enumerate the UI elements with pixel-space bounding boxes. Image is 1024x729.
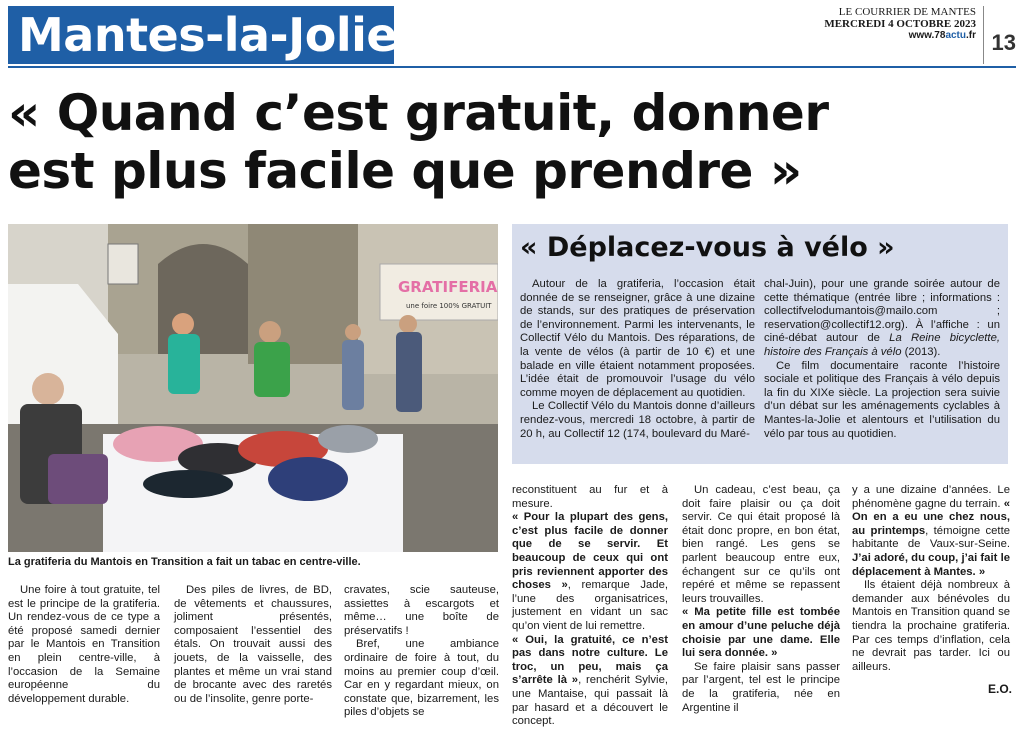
sidebar-column-2: chal-Juin), pour une grande soirée autour de cette thématique (entrée libre ; informations : collectifvelodumantois@mailo.com ; reservation@collectif12.org). À l’affiche : un ciné-débat autour de La Reine bicyclette, histoire des Français à vélo (2013). Ce film documentaire raconte l’histoire sociale et politique des Français à vélo depuis la fin du XIXe siècle. La projection sera suivie d’un débat sur les aménagements cyclables à Mantes-la-Jolie et alentours et l’utilisation du vélo par tous au quotidien.: [764, 278, 1000, 440]
author-signature: E.O.: [987, 682, 1012, 696]
newspaper-name: LE COURRIER DE MANTES: [838, 6, 976, 18]
section-title: Mantes-la-Jolie: [8, 6, 394, 64]
gratiferia-sign-subtitle: une foire 100% GRATUIT: [406, 302, 492, 310]
website-link[interactable]: www.78actu.fr: [908, 30, 976, 41]
masthead: [824, 6, 976, 42]
article-column-6: y a une dizaine d’années. Le phénomène gagne du terrain. « On en a eu une chez nous, au printemps, témoigne cette habitante de Vaux-sur-Seine. J’ai adoré, du coup, j’ai fait le déplacement à Mantes. » Ils étaient déjà nombreux à demander aux bénévoles du Mantois en Transition quand se tiendra la prochaine gratiferia. Par ces temps d’inflation, cela ne devrait pas tarder. Ici ou ailleurs.: [852, 484, 1011, 673]
gratiferia-sign-text: GRATIFERIA: [398, 278, 498, 296]
page-number: 13: [991, 30, 1016, 55]
article-photo: [8, 224, 498, 552]
article-column-4: reconstituent au fur et à mesure. « Pour la plupart des gens, c’est plus facile de donner que de se servir. Et beaucoup de ceux qui ont pris reviennent apporter des choses », remarque Jade, l’une des organisatrices, justement en vidant un sac qu’on vient de lui remettre. « Oui, la gratuité, ce n’est pas dans notre culture. Le troc, un peu, mais ça s’arrête là », renchérit Sylvie, une Mantaise, qui passait là par hasard et a découvert le concept.: [512, 484, 668, 728]
article-column-2: Des piles de livres, de BD, de vêtements et chaussures, joliment présentés, composaient l’essentiel des étals. On trouvait aussi des jouets, de la vaisselle, des plantes et même un vrai stand de brocante avec des raretés ou de l’insolite, genre porte-: [174, 584, 332, 705]
article-column-1: Une foire à tout gratuite, tel est le principe de la gratiferia. Un rendez-vous de ce type a été proposé samedi dernier par le Mantois en Transition en plein centre-ville, à l’occasion de la Semaine européenne du développement durable.: [8, 584, 160, 705]
header-divider: [983, 6, 984, 64]
article-column-3: cravates, scie sauteuse, assiettes à escargots et même… une boîte de préservatifs ! Bref, une ambiance ordinaire de foire à tout, du moins au premier coup d’œil. Car en y regardant mieux, on constate que, bizarrement, les piles d’objets se: [344, 584, 499, 719]
sidebar-column-1: Autour de la gratiferia, l’occasion était donnée de se renseigner, grâce à une dizaine de stands, sur des pratiques de préservation de l’environnement. Parmi les intervenants, le Collectif Vélo du Mantois. Des réparations, de la vente de vélos (à partir de 10 €) et une balade en ville étaient notamment proposées. L’idée était de promouvoir l’usage du vélo comme moyen de déplacement au quotidien. Le Collectif Vélo du Mantois donne d’ailleurs rendez-vous, mercredi 18 octobre, à partir de 20 h, au Collectif 12 (174, boulevard du Maré-: [520, 278, 755, 440]
article-headline: « Quand c’est gratuit, donner est plus facile que prendre »: [8, 84, 829, 200]
sidebar-title: « Déplacez-vous à vélo »: [520, 232, 895, 263]
header-rule: [8, 66, 1016, 68]
photo-caption: La gratiferia du Mantois en Transition a fait un tabac en centre-ville.: [8, 556, 361, 568]
issue-date: MERCREDI 4 OCTOBRE 2023: [824, 18, 976, 30]
gratiferia-scene-image: [8, 224, 498, 552]
article-column-5: Un cadeau, c’est beau, ça doit faire plaisir ou ça doit servir. Ce qui était proposé là était donc propre, en bon état, bien rangé. Les gens se parlent beaucoup entre eux, échangent sur ce qu’ils ont repéré et même se repassent leurs trouvailles. « Ma petite fille est tombée en amour d’une peluche déjà choisie par une dame. Elle lui sera donnée. » Se faire plaisir sans passer par l’argent, tel est le principe de la gratiferia, née en Argentine il: [682, 484, 840, 714]
